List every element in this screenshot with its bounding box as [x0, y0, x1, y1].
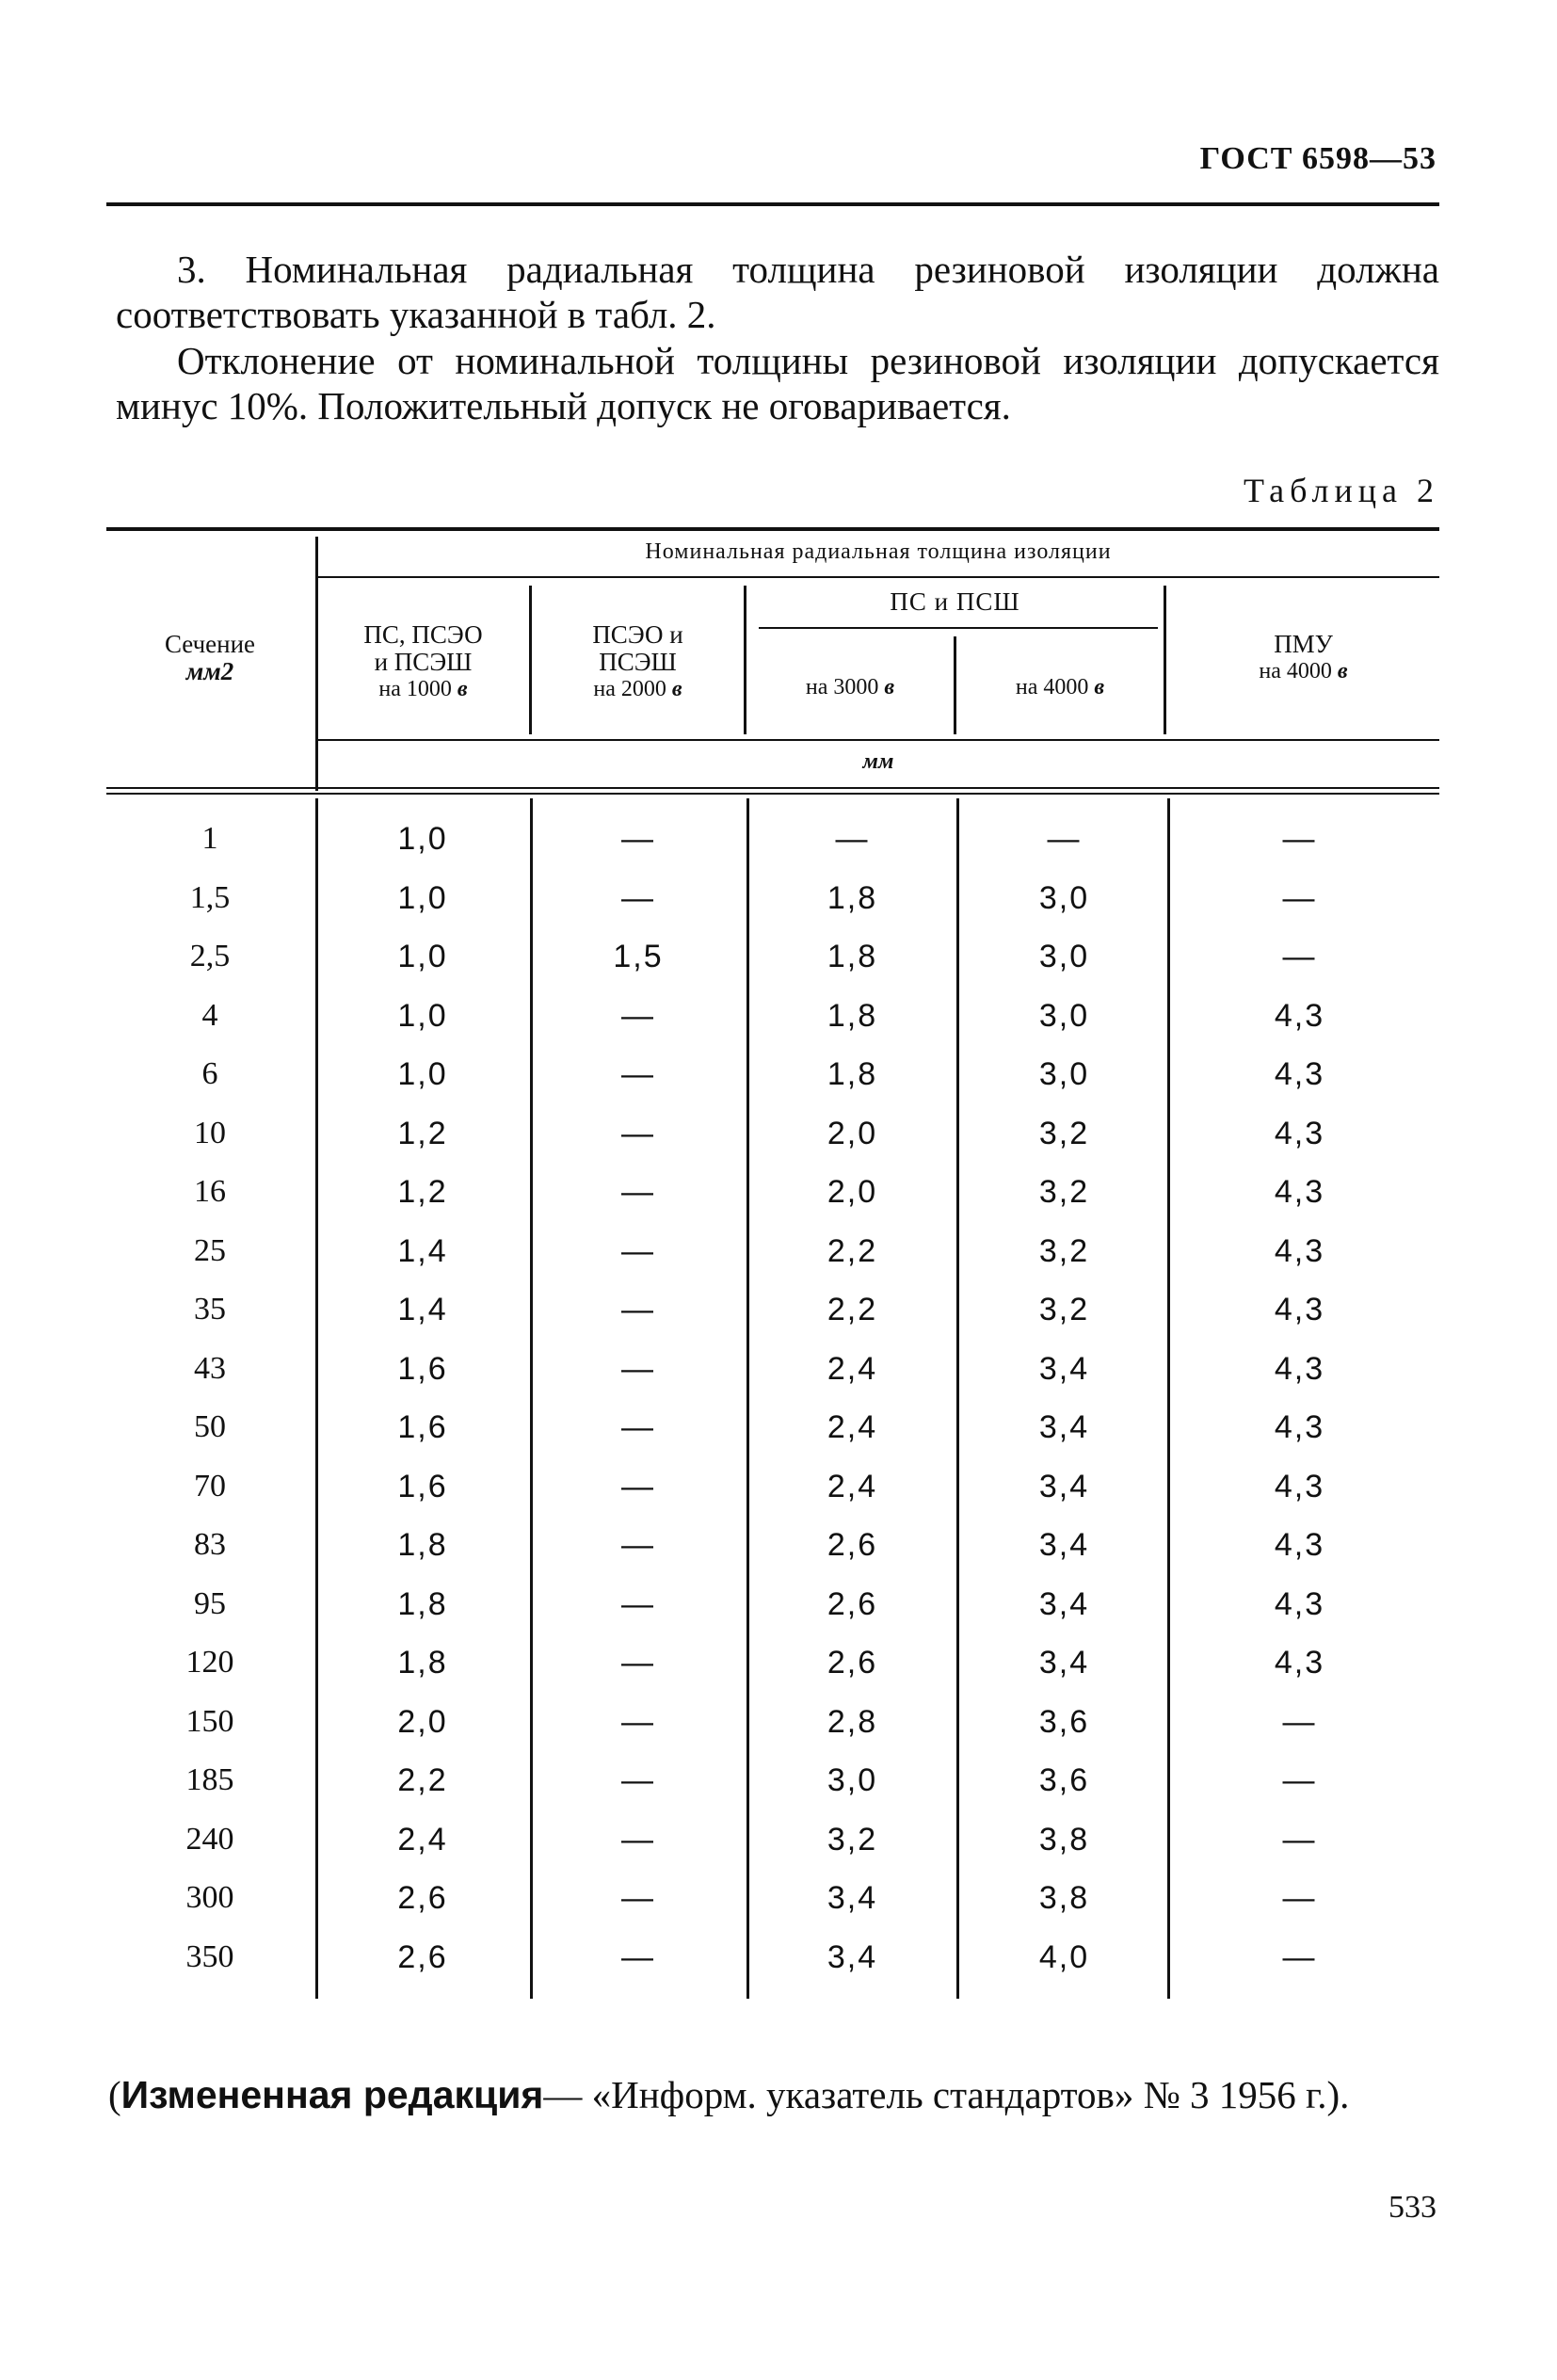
thickness-cell: 4,3 [1274, 1292, 1325, 1327]
col4-header: на 4000 в [1015, 675, 1105, 700]
thickness-cell: 4,3 [1274, 1056, 1325, 1092]
section-cell: 25 [194, 1232, 226, 1268]
thickness-cell: — [1282, 879, 1317, 916]
thickness-cell: 4,3 [1274, 1585, 1325, 1622]
thickness-cell: 2,4 [827, 1350, 878, 1387]
table-row [106, 1398, 1439, 1457]
table-row [106, 1751, 1439, 1810]
thickness-cell: 1,8 [827, 997, 878, 1034]
mm-unit-rule [317, 739, 1439, 741]
thickness-cell: — [621, 1645, 655, 1680]
col5-header [1167, 631, 1439, 685]
table-row [106, 1104, 1439, 1164]
table-row [106, 810, 1439, 869]
col1-line3: на 1000 в [378, 677, 468, 701]
table-top-rule [106, 527, 1439, 531]
thickness-cell: 1,8 [827, 1056, 878, 1092]
thickness-cell: 4,0 [1038, 1938, 1090, 1975]
thickness-cell: 4,3 [1274, 1645, 1325, 1680]
thickness-cell: 2,4 [397, 1821, 448, 1857]
table-row [106, 1928, 1439, 1987]
group-header-rule [317, 576, 1439, 578]
thickness-cell: — [621, 1115, 655, 1151]
col1-header [317, 621, 529, 703]
thickness-cell: 1,8 [397, 1527, 448, 1563]
section-cell: 43 [194, 1350, 226, 1386]
document-code: ГОСТ 6598—53 [1199, 141, 1437, 176]
table-row [106, 1457, 1439, 1517]
thickness-cell: — [621, 1232, 655, 1269]
thickness-cell: — [621, 1527, 655, 1563]
thickness-cell: 2,2 [827, 1292, 878, 1327]
table-row [106, 1163, 1439, 1222]
section-cell: 4 [201, 997, 218, 1033]
thickness-cell: 2,6 [827, 1645, 878, 1680]
thickness-cell: 1,4 [397, 1232, 448, 1269]
section-cell: 120 [185, 1645, 234, 1680]
table-row [106, 1810, 1439, 1870]
section-cell: 150 [185, 1703, 234, 1739]
thickness-cell: 3,2 [827, 1821, 878, 1857]
section-cell: 2,5 [189, 939, 231, 973]
section-unit: мм2 [185, 657, 234, 685]
thickness-cell: — [621, 1821, 655, 1857]
thickness-cell: 2,4 [827, 1409, 878, 1445]
thickness-cell: — [621, 1585, 655, 1622]
group-title: Номинальная радиальная толщина изоляции [645, 539, 1112, 564]
thickness-cell: — [621, 879, 655, 916]
thickness-cell: — [621, 821, 655, 857]
thickness-cell: 2,6 [827, 1527, 878, 1563]
thickness-cell: 4,3 [1274, 1409, 1325, 1445]
thickness-cell: — [621, 1703, 655, 1740]
page-number: 533 [1388, 2190, 1437, 2225]
thickness-cell: 1,8 [827, 939, 878, 974]
section-cell: 240 [185, 1821, 234, 1857]
thickness-cell: 3,0 [1038, 939, 1090, 974]
col1-line1: ПС, ПСЭО [363, 620, 483, 649]
thickness-cell: 3,6 [1038, 1762, 1090, 1798]
table-row [106, 1869, 1439, 1928]
thickness-cell: 1,6 [397, 1468, 448, 1504]
thickness-cell: — [1282, 1880, 1317, 1916]
thickness-cell: — [1282, 1762, 1317, 1798]
thickness-cell: 2,6 [397, 1880, 448, 1916]
thickness-cell: 2,0 [397, 1703, 448, 1740]
thickness-cell: 2,4 [827, 1468, 878, 1504]
thickness-cell: 4,3 [1274, 1115, 1325, 1151]
thickness-cell: — [621, 1938, 655, 1975]
thickness-cell: — [621, 1762, 655, 1798]
table-row [106, 1633, 1439, 1693]
amendment-rest: — «Информ. указатель стандартов» № 3 1956 г.). [543, 2073, 1350, 2116]
thickness-cell: 2,2 [397, 1762, 448, 1798]
thickness-cell: 3,8 [1038, 1880, 1090, 1916]
ps-group-header: ПС и ПСШ [890, 587, 1020, 616]
section-header [106, 631, 313, 685]
section-cell: 1,5 [189, 879, 231, 915]
thickness-cell: 3,0 [1038, 1056, 1090, 1092]
thickness-cell: — [621, 997, 655, 1034]
ps-group-rule [759, 627, 1158, 629]
section-cell: 35 [194, 1292, 226, 1327]
thickness-cell: 1,5 [613, 939, 664, 974]
thickness-cell: 3,4 [827, 1938, 878, 1975]
header-bottom-rule-2 [106, 793, 1439, 795]
col-divider-4-head [1164, 586, 1166, 734]
col5-line2: на 4000 в [1259, 659, 1348, 683]
thickness-cell: 1,0 [397, 821, 448, 857]
amendment-bold: Измененная редакция [120, 2073, 544, 2116]
table-body [106, 810, 1439, 1986]
thickness-cell: 4,3 [1274, 997, 1325, 1034]
thickness-cell: 2,0 [827, 1115, 878, 1151]
thickness-cell: — [1282, 821, 1317, 857]
table-row [106, 1222, 1439, 1281]
section-cell: 350 [185, 1938, 234, 1974]
thickness-cell: — [621, 1468, 655, 1504]
thickness-cell: 1,6 [397, 1409, 448, 1445]
table-row [106, 869, 1439, 928]
header-rule [106, 202, 1439, 206]
thickness-cell: 4,3 [1274, 1468, 1325, 1504]
col2-header [532, 621, 744, 703]
thickness-cell: 3,2 [1038, 1115, 1090, 1151]
thickness-cell: 4,3 [1274, 1527, 1325, 1563]
section-cell: 10 [194, 1115, 226, 1150]
thickness-cell: — [1047, 821, 1082, 857]
thickness-cell: 3,0 [1038, 997, 1090, 1034]
thickness-cell: — [621, 1880, 655, 1916]
thickness-cell: — [1282, 1821, 1317, 1857]
thickness-cell: 2,6 [397, 1938, 448, 1975]
paragraph-deviation: Отклонение от номинальной толщины резиновой изоляции допускается минус 10%. Положительный допуск не оговаривается. [116, 339, 1439, 427]
thickness-cell: 2,6 [827, 1585, 878, 1622]
thickness-cell: 1,0 [397, 997, 448, 1034]
section-cell: 6 [201, 1056, 218, 1091]
thickness-cell: 1,8 [397, 1585, 448, 1622]
table-row [106, 1280, 1439, 1340]
thickness-cell: 3,4 [827, 1880, 878, 1916]
table-row [106, 987, 1439, 1046]
thickness-cell: 3,4 [1038, 1468, 1090, 1504]
thickness-cell: 3,4 [1038, 1409, 1090, 1445]
thickness-cell: 3,2 [1038, 1174, 1090, 1210]
thickness-cell: — [621, 1409, 655, 1445]
amendment-note: (Измененная редакция— «Информ. указатель стандартов» № 3 1956 г.). [108, 2073, 1350, 2116]
header-bottom-rule [106, 787, 1439, 789]
thickness-cell: 3,4 [1038, 1645, 1090, 1680]
col2-line3: на 2000 в [593, 677, 682, 701]
thickness-cell: 1,0 [397, 939, 448, 974]
thickness-cell: 3,6 [1038, 1703, 1090, 1740]
section-label: Сечение [164, 630, 256, 658]
table-row [106, 1575, 1439, 1634]
thickness-cell: 3,0 [1038, 879, 1090, 916]
thickness-cell: 3,2 [1038, 1292, 1090, 1327]
thickness-cell: 2,8 [827, 1703, 878, 1740]
thickness-cell: 3,8 [1038, 1821, 1090, 1857]
table-row [106, 1340, 1439, 1399]
thickness-cell: 4,3 [1274, 1350, 1325, 1387]
section-cell: 185 [185, 1762, 234, 1797]
col2-line1: ПСЭО и [592, 620, 683, 649]
mm-unit-label: мм [862, 749, 894, 774]
table-row [106, 1045, 1439, 1104]
col2-line2: ПСЭШ [599, 648, 677, 676]
thickness-cell: — [621, 1292, 655, 1327]
thickness-cell: 1,8 [397, 1645, 448, 1680]
thickness-cell: 2,0 [827, 1174, 878, 1210]
thickness-cell: — [1282, 939, 1317, 974]
section-cell: 95 [194, 1585, 226, 1621]
col3-header: на 3000 в [805, 675, 895, 700]
thickness-cell: 1,2 [397, 1115, 448, 1151]
col1-line2: и ПСЭШ [374, 648, 473, 676]
thickness-cell: 3,4 [1038, 1350, 1090, 1387]
thickness-cell: 1,8 [827, 879, 878, 916]
section-cell: 1 [201, 821, 218, 856]
section-cell: 83 [194, 1527, 226, 1562]
table-row [106, 1693, 1439, 1752]
thickness-cell: 1,4 [397, 1292, 448, 1327]
paragraph-3: 3. Номинальная радиальная толщина резиновой изоляции должна соответствовать указанной в табл. 2. [116, 248, 1439, 336]
thickness-cell: — [621, 1174, 655, 1210]
thickness-cell: 4,3 [1274, 1174, 1325, 1210]
thickness-cell: 2,2 [827, 1232, 878, 1269]
section-cell: 70 [194, 1468, 226, 1504]
section-cell: 50 [194, 1409, 226, 1444]
thickness-cell: — [1282, 1703, 1317, 1740]
thickness-cell: 3,4 [1038, 1527, 1090, 1563]
thickness-cell: 3,0 [827, 1762, 878, 1798]
thickness-cell: 4,3 [1274, 1232, 1325, 1269]
col5-line1: ПМУ [1274, 630, 1333, 658]
thickness-cell: 1,6 [397, 1350, 448, 1387]
thickness-cell: 1,0 [397, 879, 448, 916]
thickness-cell: — [835, 821, 870, 857]
thickness-cell: 1,0 [397, 1056, 448, 1092]
thickness-cell: 1,2 [397, 1174, 448, 1210]
table-row [106, 1516, 1439, 1575]
thickness-cell: — [1282, 1938, 1317, 1975]
section-cell: 300 [185, 1880, 234, 1915]
table-row [106, 927, 1439, 987]
thickness-cell: — [621, 1056, 655, 1092]
thickness-cell: — [621, 1350, 655, 1387]
section-cell: 16 [194, 1174, 226, 1209]
thickness-cell: 3,2 [1038, 1232, 1090, 1269]
table-label: Таблица 2 [1244, 472, 1439, 509]
thickness-cell: 3,4 [1038, 1585, 1090, 1622]
